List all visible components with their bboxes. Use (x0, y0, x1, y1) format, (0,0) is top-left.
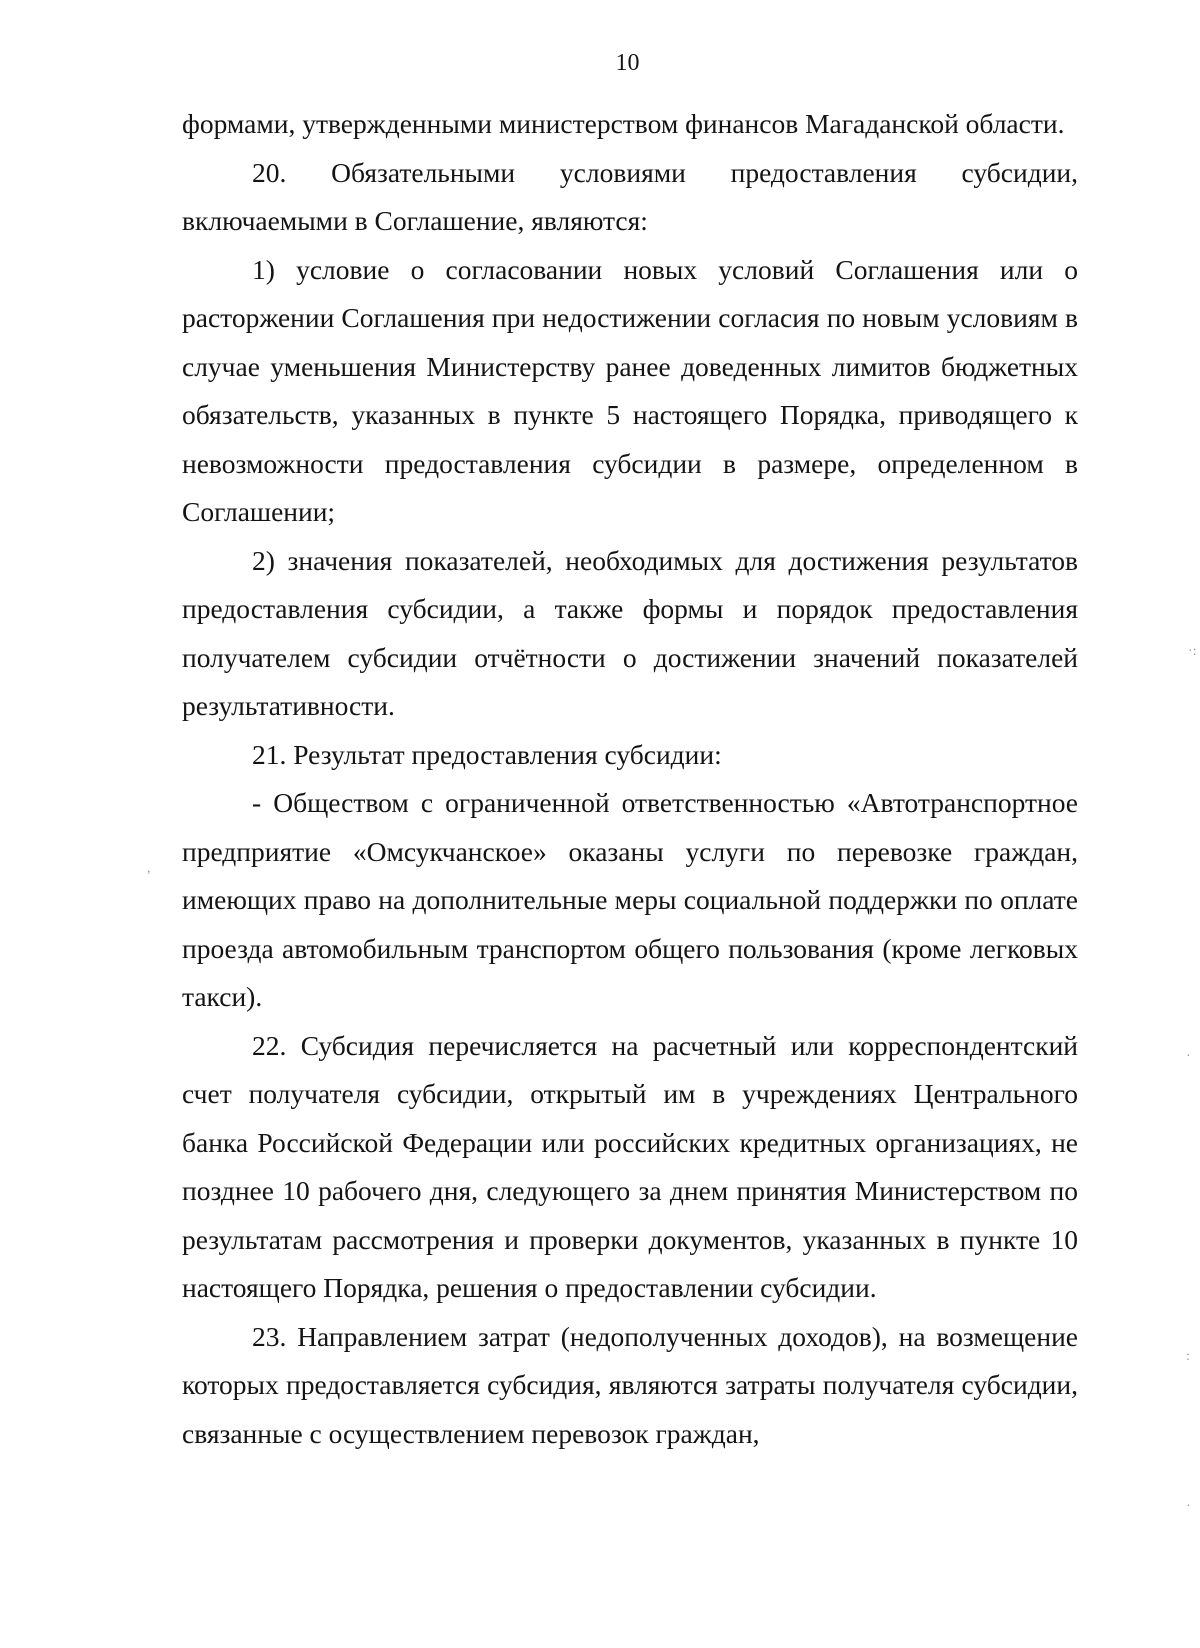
paragraph-continuation: формами, утвержденными министерством финансов Магаданской области. (182, 108, 1065, 139)
scan-speck: ·: (1188, 644, 1197, 659)
paragraph-clause-23: 23. Направлением затрат (недополученных доходов), на возмещение которых предоставляется субсидия, являются затраты получателя субсидии, связанные с осуществлением перевозок граждан, (182, 1320, 1078, 1449)
scan-speck: , (147, 861, 151, 876)
paragraph-clause-20: 20. Обязательными условиями предоставления субсидии, включаемыми в Соглашение, являются: (182, 156, 1078, 236)
paragraph-item-1: 1) условие о согласовании новых условий Соглашения или о расторжении Соглашения при недостижении согласия по новым условиям в случае уменьшения Министерству ранее доведенных лимитов бюджетных обязательств, указанных в пункте 5 настоящего Порядка, приводящего к невозможности предоставления субсидии в размере, определенном в Соглашении; (182, 253, 1078, 527)
paragraph-result-item: - Обществом с ограниченной ответственностью «Автотранспортное предприятие «Омсукчанское» оказаны услуги по перевозке граждан, имеющих право на дополнительные меры социальной поддержки по оплате проезда автомобильным транспортом общего пользования (кроме легковых такси). (182, 787, 1078, 1012)
document-body (182, 100, 1078, 1458)
page-number: 10 (615, 50, 640, 76)
paragraph-clause-22: 22. Субсидия перечисляется на расчетный или корреспондентский счет получателя субсидии, открытый им в учреждениях Центрального банка Российской Федерации или российских кредитных организациях, не позднее 10 рабочего дня, следующего за днем принятия Министерством по результатам рассмотрения и проверки документов, указанных в пункте 10 настоящего Порядка, решения о предоставлении субсидии. (182, 1029, 1078, 1303)
scan-speck: · (1186, 1049, 1191, 1064)
scan-speck: · (1186, 1499, 1191, 1514)
paragraph-item-2: 2) значения показателей, необходимых для достижения результатов предоставления субсидии, а также формы и порядок предоставления получателем субсидии отчётности о достижении значений показателей результативности. (182, 544, 1078, 721)
paragraph-clause-21: 21. Результат предоставления субсидии: (252, 738, 722, 770)
scan-speck: : (1186, 1349, 1190, 1364)
